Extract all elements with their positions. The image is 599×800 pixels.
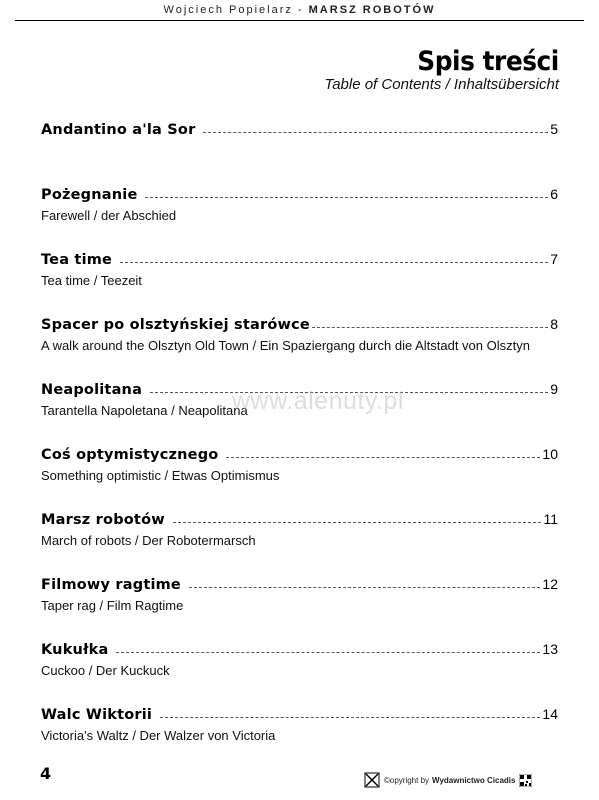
toc-entry[interactable] xyxy=(41,251,558,288)
page-title: Spis treści xyxy=(417,46,559,77)
toc-entry-page: 5 xyxy=(550,121,558,137)
toc-entry-page: 11 xyxy=(543,511,558,527)
toc-entry[interactable] xyxy=(41,641,558,678)
toc-entry-subtitle: Farewell / der Abschied xyxy=(41,208,177,223)
toc-entry[interactable] xyxy=(41,706,558,743)
header-author: Wojciech Popielarz - xyxy=(163,4,309,16)
leader-dots xyxy=(312,326,548,328)
page-number: 4 xyxy=(40,764,52,783)
running-header xyxy=(0,0,599,22)
header-title: MARSZ ROBOTÓW xyxy=(308,4,436,16)
toc-entry-page: 12 xyxy=(542,576,558,592)
no-copy-icon xyxy=(364,772,380,788)
toc-entry[interactable] xyxy=(41,511,558,548)
watermark: www.alenuty.pl xyxy=(232,387,404,415)
toc-entry-title[interactable]: Neapolitana xyxy=(41,382,143,398)
toc-entry[interactable] xyxy=(41,576,558,613)
toc-entry-title[interactable]: Spacer po olsztyńskiej starówce xyxy=(41,317,310,333)
toc-entry-title[interactable]: Filmowy ragtime xyxy=(41,577,181,593)
toc-entry-title[interactable]: Pożegnanie xyxy=(41,187,138,203)
toc-entry-page: 14 xyxy=(542,706,558,722)
toc-entry[interactable] xyxy=(41,186,558,223)
leader-dots xyxy=(189,586,540,588)
toc-entry-title[interactable]: Coś optymistycznego xyxy=(41,447,219,463)
toc-entry-subtitle: Tarantella Napoletana / Neapolitana xyxy=(41,403,248,418)
leader-dots xyxy=(173,521,542,523)
toc-entry-title[interactable]: Walc Wiktorii xyxy=(41,707,153,723)
copyright-text: ©opyright by xyxy=(384,775,430,785)
leader-dots xyxy=(120,261,548,263)
toc-entry-subtitle: Victoria's Waltz / Der Walzer von Victoria xyxy=(41,728,276,743)
leader-dots xyxy=(203,131,548,133)
toc-entry-title[interactable]: Kukułka xyxy=(41,642,109,658)
toc-entry-subtitle: Something optimistic / Etwas Optimismus xyxy=(41,468,280,483)
leader-dots xyxy=(116,651,540,653)
leader-dots xyxy=(160,716,540,718)
leader-dots xyxy=(226,456,540,458)
toc-entry[interactable] xyxy=(41,121,558,141)
qr-code-icon xyxy=(519,774,532,787)
toc-entry-page: 6 xyxy=(550,186,558,202)
toc-entry-subtitle: A walk around the Olsztyn Old Town / Ein Spaziergang durch die Altstadt von Olsztyn xyxy=(41,338,530,353)
toc-entry[interactable] xyxy=(41,316,558,353)
publisher-name: Wydawnictwo Cicadis xyxy=(432,775,516,785)
toc-entry[interactable] xyxy=(41,446,558,483)
toc-entry-page: 9 xyxy=(550,381,558,397)
toc-entry-subtitle: Taper rag / Film Ragtime xyxy=(41,598,184,613)
toc-entry-page: 13 xyxy=(542,641,558,657)
toc-entry-title[interactable]: Andantino a'la Sor xyxy=(41,122,196,138)
toc-entry-subtitle: March of robots / Der Robotermarsch xyxy=(41,533,256,548)
toc-entry-subtitle: Tea time / Teezeit xyxy=(41,273,142,288)
toc-entry-title[interactable]: Marsz robotów xyxy=(41,512,165,528)
footer-copyright xyxy=(364,772,532,788)
toc-entry-title[interactable]: Tea time xyxy=(41,252,113,268)
toc-entry-page: 8 xyxy=(550,316,558,332)
leader-dots xyxy=(145,196,548,198)
toc-entry-page: 7 xyxy=(550,251,558,267)
toc-entry-page: 10 xyxy=(542,446,558,462)
header-rule xyxy=(15,20,584,21)
toc-entry-subtitle: Cuckoo / Der Kuckuck xyxy=(41,663,170,678)
page-subtitle: Table of Contents / Inhaltsübersicht xyxy=(324,76,559,93)
